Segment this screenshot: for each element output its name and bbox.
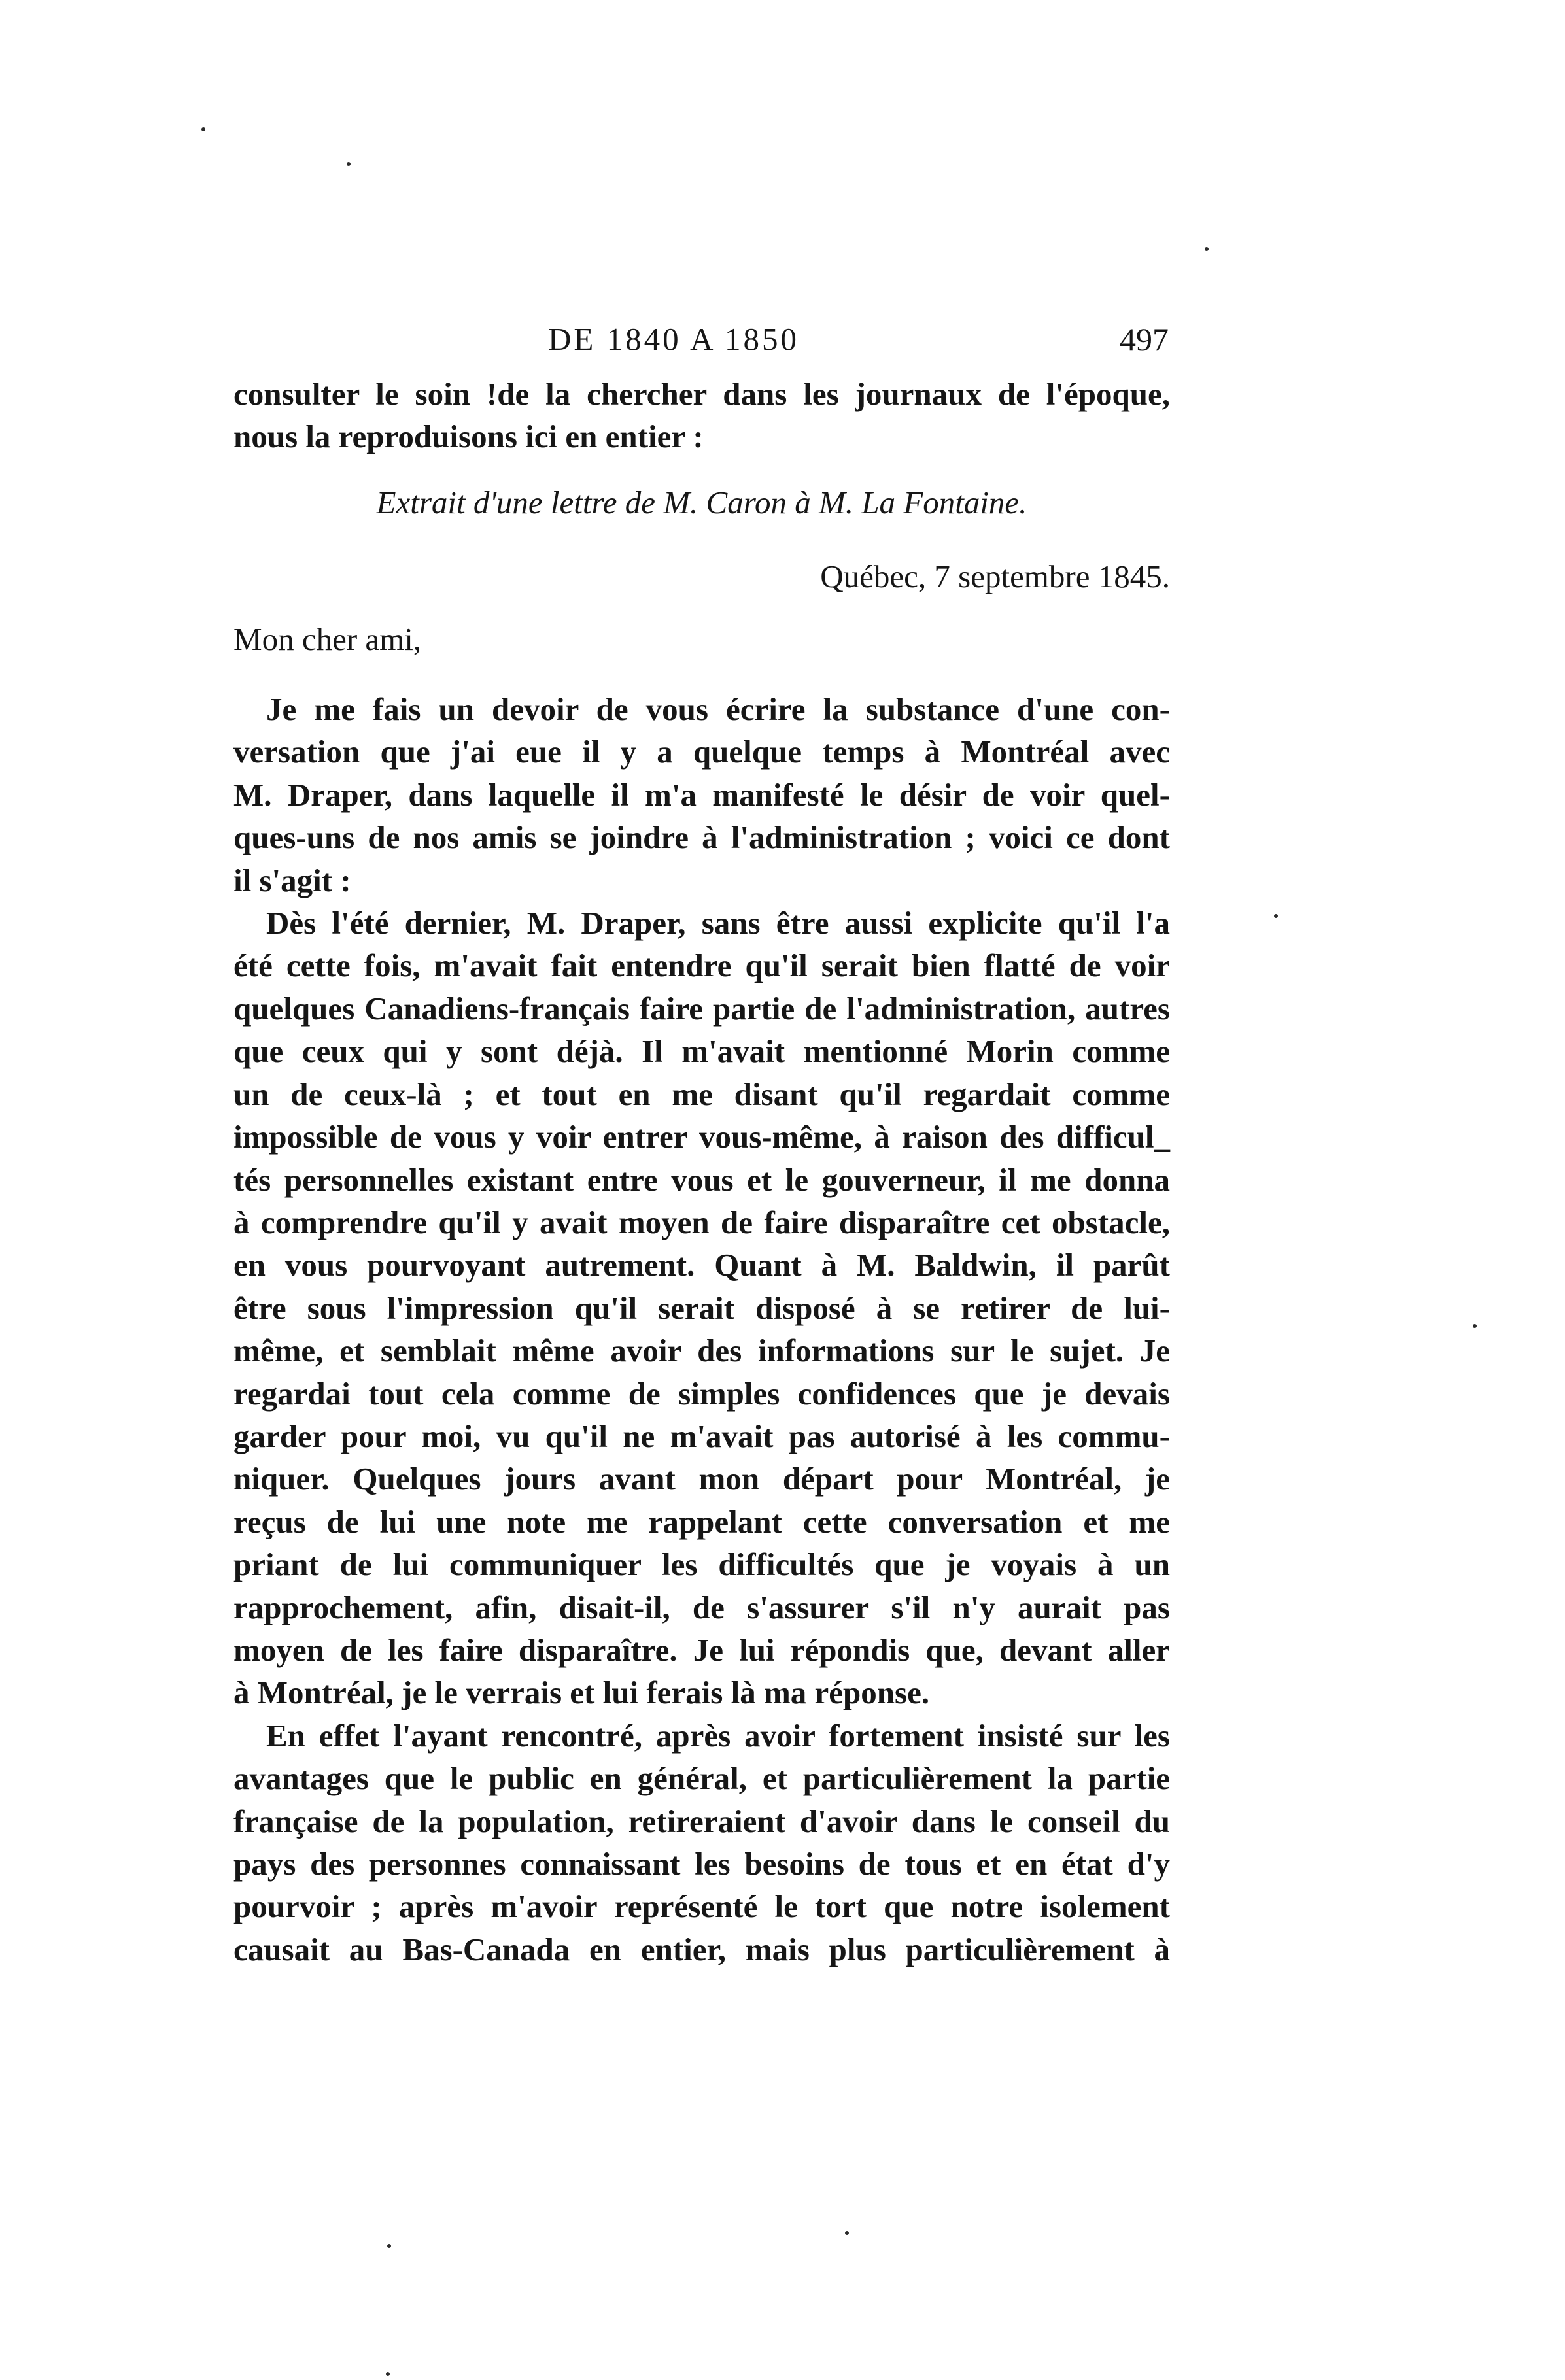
text-line: en vous pourvoyant autrement. Quant à M. Baldwin, il parût xyxy=(233,1247,1170,1284)
text-line: rapprochement, afin, disait-il, de s'assurer s'il n'y aurait pas xyxy=(233,1589,1170,1625)
text-line: impossible de vous y voir entrer vous-même, à raison des difficul_ xyxy=(233,1119,1170,1155)
text-line: ques-uns de nos amis se joindre à l'administration ; voici ce dont xyxy=(233,819,1170,856)
paragraph-3 xyxy=(233,1714,1170,1971)
text-line: même, et semblait même avoir des informations sur le sujet. Je xyxy=(233,1333,1170,1369)
intro-line: consulter le soin !de la chercher dans les journaux de l'époque, xyxy=(233,376,1170,412)
dateline: Québec, 7 septembre 1845. xyxy=(820,558,1170,595)
text-line: tés personnelles existant entre vous et le gouverneur, il me donna xyxy=(233,1161,1170,1198)
paragraph-1 xyxy=(233,688,1170,902)
scan-speck xyxy=(1205,247,1209,251)
text-line: être sous l'impression qu'il serait disposé à se retirer de lui- xyxy=(233,1289,1170,1326)
text-line: été cette fois, m'avait fait entendre qu'il serait bien flatté de voir xyxy=(233,947,1170,984)
text-line: Dès l'été dernier, M. Draper, sans être aussi explicite qu'il l'a xyxy=(266,905,1170,942)
text-line: M. Draper, dans laquelle il m'a manifesté le désir de voir quel- xyxy=(233,776,1170,813)
text-line: En effet l'ayant rencontré, après avoir fortement insisté sur les xyxy=(266,1717,1170,1754)
scan-speck xyxy=(201,128,205,131)
text-line: versation que j'ai eue il y a quelque temps à Montréal avec xyxy=(233,734,1170,770)
intro-line: nous la reproduisons ici en entier : xyxy=(233,418,704,455)
text-line: quelques Canadiens-français faire partie de l'administration, autres xyxy=(233,990,1170,1027)
scan-speck xyxy=(387,2244,391,2248)
text-line: pourvoir ; après m'avoir représenté le tort que notre isolement xyxy=(233,1888,1170,1925)
scan-speck xyxy=(386,2372,390,2376)
text-line: causait au Bas-Canada en entier, mais plus particulièrement à xyxy=(233,1931,1170,1967)
scan-speck xyxy=(1274,914,1278,918)
text-line: regardai tout cela comme de simples confidences que je devais xyxy=(233,1375,1170,1412)
text-line: pays des personnes connaissant les besoins de tous et en état d'y xyxy=(233,1846,1170,1882)
running-head xyxy=(0,320,1565,366)
text-line: Je me fais un devoir de vous écrire la substance d'une con- xyxy=(266,691,1170,728)
text-line: à Montréal, je le verrais et lui ferais là ma réponse. xyxy=(233,1674,930,1711)
text-line: moyen de les faire disparaître. Je lui répondis que, devant aller xyxy=(233,1631,1170,1668)
scan-speck xyxy=(1473,1324,1477,1328)
scan-speck xyxy=(845,2231,849,2235)
page-text xyxy=(233,373,1170,1971)
paragraph-2 xyxy=(233,902,1170,1714)
text-line: priant de lui communiquer les difficultés que je voyais à un xyxy=(233,1546,1170,1583)
text-line: à comprendre qu'il y avait moyen de faire disparaître cet obstacle, xyxy=(233,1204,1170,1240)
text-line: niquer. Quelques jours avant mon départ pour Montréal, je xyxy=(233,1461,1170,1497)
text-line: que ceux qui y sont déjà. Il m'avait mentionné Morin comme xyxy=(233,1033,1170,1070)
salutation: Mon cher ami, xyxy=(233,620,422,657)
letter-title: Extrait d'une lettre de M. Caron à M. La Fontaine. xyxy=(376,484,1027,520)
text-line: avantages que le public en général, et particulièrement la partie xyxy=(233,1760,1170,1797)
text-line: française de la population, retireraient d'avoir dans le conseil du xyxy=(233,1803,1170,1839)
text-line: il s'agit : xyxy=(233,862,351,898)
text-line: garder pour moi, vu qu'il ne m'avait pas autorisé à les commu- xyxy=(233,1418,1170,1454)
text-line: un de ceux-là ; et tout en me disant qu'il regardait comme xyxy=(233,1076,1170,1112)
text-line: reçus de lui une note me rappelant cette conversation et me xyxy=(233,1503,1170,1540)
scan-speck xyxy=(347,162,351,166)
running-title: DE 1840 A 1850 xyxy=(548,321,800,357)
page-number: 497 xyxy=(1120,321,1169,358)
